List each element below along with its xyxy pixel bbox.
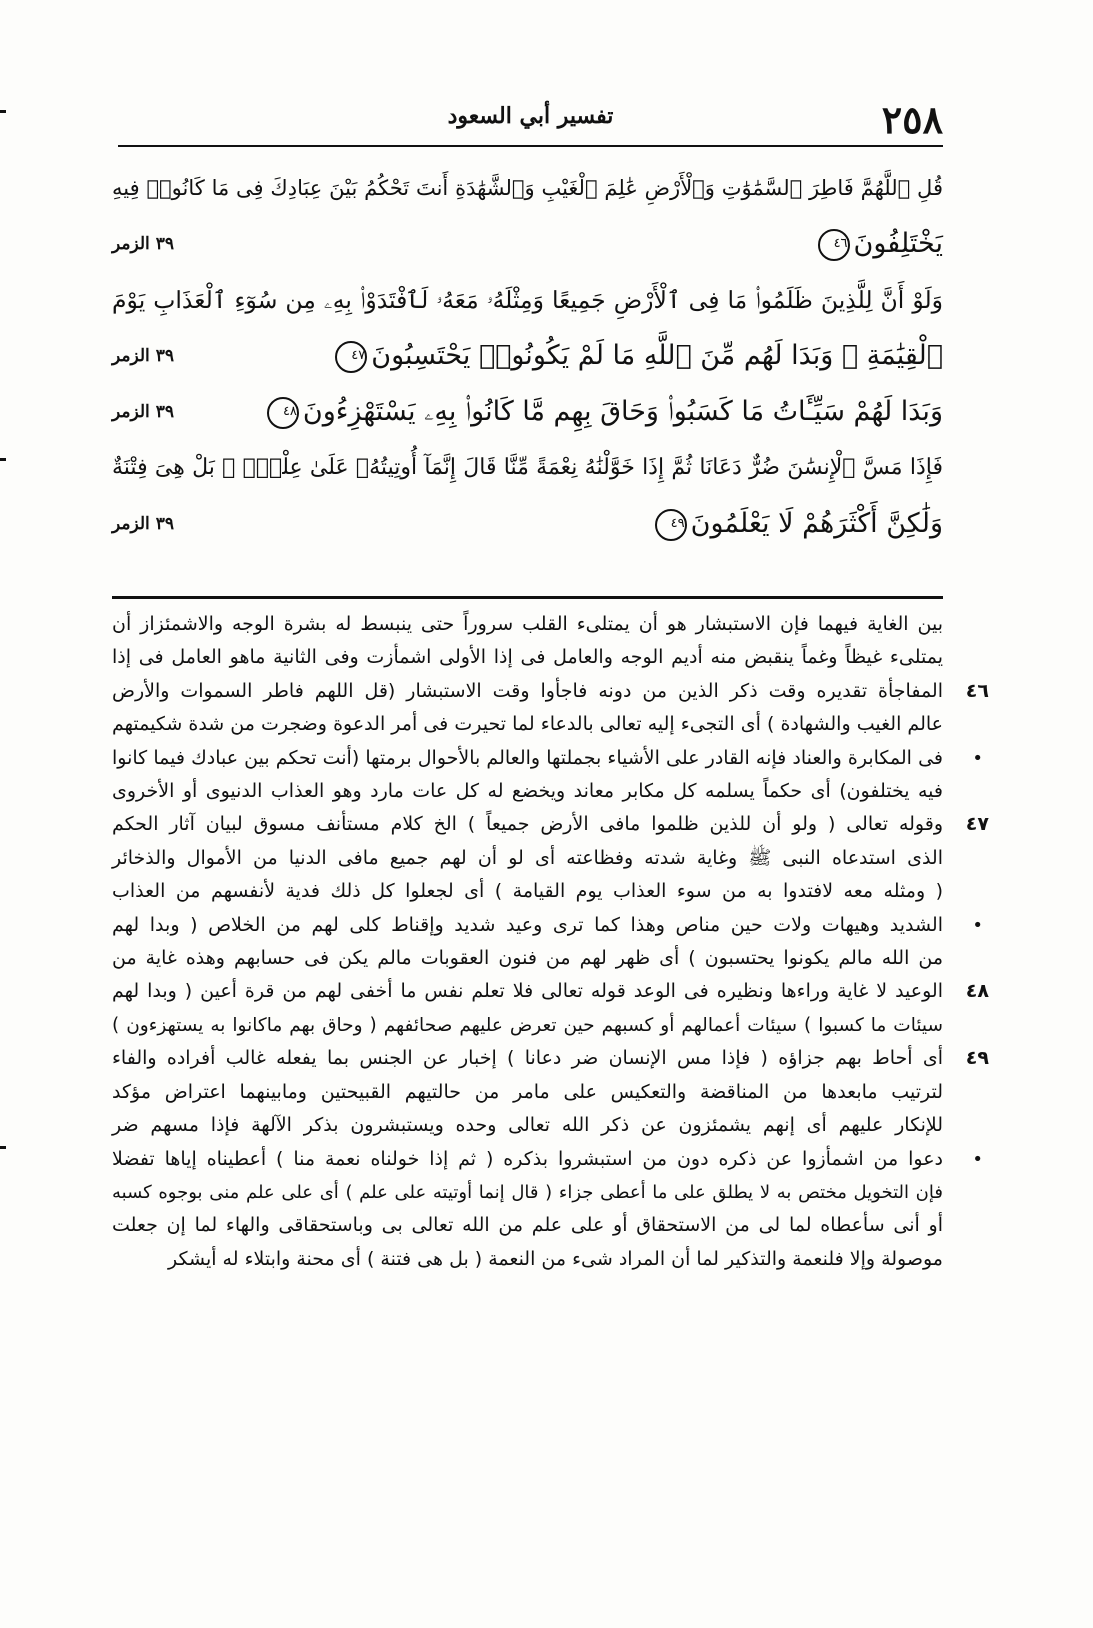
commentary-line-text: لترتيب مابعدها من المناقضة والتعكيس على مامر من حالتيهم القبيحتين ومابينهما اعتراض مؤكد [112,1080,943,1103]
commentary-line-text: فإن التخويل مختص به لا يطلق على ما أعطى جزاء ( قال إنما أوتيته على علم ) أى على علم منى بوجوه كسبه [112,1181,943,1203]
verse-line [112,216,943,272]
commentary-line [112,1109,943,1142]
scan-edge-mark [0,458,6,461]
verse-text: وَلَٰكِنَّ أَكْثَرَهُمْ لَا يَعْلَمُونَ [690,508,943,539]
ayah-number-mark: ٤٦ [818,229,850,261]
commentary-line-text: من الله مالم يكونوا يحتسبون ) أى ظهر لهم من فنون العقوبات مالم يكن فى حسابهم وهذه غاية من [112,947,943,970]
commentary-line [112,708,943,741]
surah-reference: ٣٩ الزمر [112,514,174,534]
commentary-line-text: فى المكابرة والعناد فإنه القادر على الأشياء بجملتها والعالم بالأحوال برمتها (أنت تحكم بين عبادك فيما كانوا [112,746,943,769]
commentary-line-text: أى أحاط بهم جزاؤه ( فإذا مس الإنسان ضر دعانا ) إخبار عن الجنس بما يفعله غالب أفراده والفاء [112,1047,943,1070]
commentary-line [112,875,943,908]
commentary-line-text: الذى استدعاه النبى ﷺ وغاية شدته وفظاعته أى لو أن لهم جميع مافى الدنيا من الأموال والذخائر [112,846,943,869]
commentary-line [112,1243,943,1276]
verse-text: فَإِذَا مَسَّ ٱلْإِنسَٰنَ ضُرٌّ دَعَانَا ثُمَّ إِذَا خَوَّلْنَٰهُ نِعْمَةً مِّنَّا قَالَ إِنَّمَآ أُوتِيتُهُۥ عَلَىٰ عِلْمٍۭ ۚ بَلْ هِىَ فِتْنَةٌ [112,455,943,480]
commentary-line-text: ( ومثله معه لافتدوا به من سوء العذاب يوم القيامة ) أى لجعلوا كل ذلك فدية لأنفسهم من العذاب [112,880,943,903]
verse-text: ٱلْقِيَٰمَةِ ۚ وَبَدَا لَهُم مِّنَ ٱللَّهِ مَا لَمْ يَكُونُوا۟ يَحْتَسِبُونَ [371,340,943,371]
commentary-line [112,1176,943,1209]
ayah-number-mark: ٤٨ [267,397,299,429]
verse-line [112,160,943,216]
commentary-line-text: للإنكار عليهم أى إنهم يشمئزون عن ذكر الله تعالى وحده ويستبشرون بذكر الآلهة فإذا مسهم ضر [112,1114,943,1137]
page-header [118,95,943,147]
commentary-line [112,641,943,674]
scan-edge-mark [0,110,6,113]
verse-text: يَخْتَلِفُونَ [853,228,943,259]
margin-asterisk-icon: • [972,1148,983,1170]
surah-reference: ٣٩ الزمر [112,234,174,254]
commentary-line-text: الوعيد لا غاية وراءها ونظيره فى الوعد قوله تعالى فلا تعلم نفس ما أخفى لهم من قرة أعين ( وبدا لهم [112,980,943,1003]
commentary-line-text: دعوا من اشمأزوا عن ذكره دون من استبشروا بذكره ( ثم إذا خولناه نعمة منا ) أعطيناه إياها تفضلا [112,1147,943,1170]
verse-text: قُلِ ٱللَّهُمَّ فَاطِرَ ٱلسَّمَٰوَٰتِ وَٱلْأَرْضِ عَٰلِمَ ٱلْغَيْبِ وَٱلشَّهَٰدَةِ أَنتَ تَحْكُمُ بَيْنَ عِبَادِكَ فِى مَا كَانُوا۟ فِيهِ [112,176,943,200]
margin-asterisk-icon: • [972,747,983,769]
verse-line [112,328,943,384]
commentary-line [112,942,943,975]
commentary-line-text: الشديد وهيهات ولات حين مناص وهذا كما ترى وعيد شديد وإقناط كلى لهم من الخلاص ( وبدا لهم [112,913,943,936]
margin-verse-number: ٤٨ [965,980,989,1003]
commentary-line [112,608,943,641]
commentary-line-text: وقوله تعالى ( ولو أن للذين ظلموا مافى الأرض جميعاً ) الخ كلام مستأنف مسوق لبيان آثار الحكم [112,813,943,836]
commentary-line [112,742,983,775]
commentary-line-text: يمتلىء غيظاً وغماً ينقبض منه أديم الوجه والعامل فى إذا الأولى اشمأزت وفى الثانية ماهو العامل فى إذا [112,646,943,669]
commentary-line [112,909,983,942]
ayah-number-mark: ٤٩ [655,509,687,541]
running-title: تفسير أبي السعود [447,103,614,129]
verse-line [112,384,943,440]
verse-line [112,440,943,496]
section-divider [112,596,943,599]
margin-asterisk-icon: • [972,914,983,936]
commentary-line-text: فيه يختلفون) أى حكماً يسلمه كل مكابر معاند ويخضع له كل عات مارد وهو العذاب الدنيوى أو الأخروى [112,780,943,803]
commentary-line [112,775,943,808]
margin-verse-number: ٤٩ [965,1047,989,1070]
scan-edge-mark [0,1146,6,1149]
commentary-line-text: بين الغاية فيهما فإن الاستبشار هو أن يمتلىء القلب سروراً حتى ينبسط له بشرة الوجه والاشمئزاز أن [112,613,943,635]
commentary-line [112,1209,943,1242]
quran-verses [112,160,943,552]
commentary-line [112,808,989,841]
commentary-line [112,1143,983,1176]
commentary-line-text: عالم الغيب والشهادة ) أى التجىء إليه تعالى بالدعاء لما تحيرت فى أمر الدعوة وضجرت من شدة شكيمتهم [112,713,943,736]
commentary-text [112,608,989,1276]
commentary-line-text: أو أنى سأعطاه لما لى من الاستحقاق أو على علم من الله تعالى بى وباستحقاقى والهاء لما إن جعلت [112,1214,943,1237]
margin-verse-number: ٤٧ [965,813,989,836]
surah-reference: ٣٩ الزمر [112,346,174,366]
commentary-line-text: المفاجأة تقديره وقت ذكر الذين من دونه فاجأوا وقت الاستبشار (قل اللهم فاطر السموات والأرض [112,679,943,702]
verse-line [112,496,943,552]
commentary-line [112,975,989,1008]
commentary-line-text: سيئات ما كسبوا ) سيئات أعمالهم أو كسبهم حين تعرض عليهم صحائفهم ( وحاق بهم ماكانوا به يستهزءون ) [112,1014,943,1036]
commentary-line [112,675,989,708]
margin-verse-number: ٤٦ [965,679,989,702]
ayah-number-mark: ٤٧ [335,341,367,373]
verse-line [112,272,943,328]
commentary-line [112,1076,943,1109]
surah-reference: ٣٩ الزمر [112,402,174,422]
commentary-line [112,1009,943,1042]
verse-text: وَبَدَا لَهُمْ سَيِّـَٔاتُ مَا كَسَبُوا۟ وَحَاقَ بِهِم مَّا كَانُوا۟ بِهِۦ يَسْتَهْزِءُونَ [302,396,943,427]
commentary-line [112,1042,989,1075]
verse-text: وَلَوْ أَنَّ لِلَّذِينَ ظَلَمُوا۟ مَا فِى ٱلْأَرْضِ جَمِيعًا وَمِثْلَهُۥ مَعَهُۥ لَٱفْتَدَوْا۟ بِهِۦ مِن سُوٓءِ ٱلْعَذَابِ يَوْمَ [112,286,943,314]
commentary-line-text: موصولة وإلا فلنعمة والتذكير لما أن المراد شىء من النعمة ( بل هى فتنة ) أى محنة وابتلاء له أيشكر [168,1247,943,1270]
commentary-line [112,842,943,875]
page-number: ٢٥٨ [881,97,943,142]
